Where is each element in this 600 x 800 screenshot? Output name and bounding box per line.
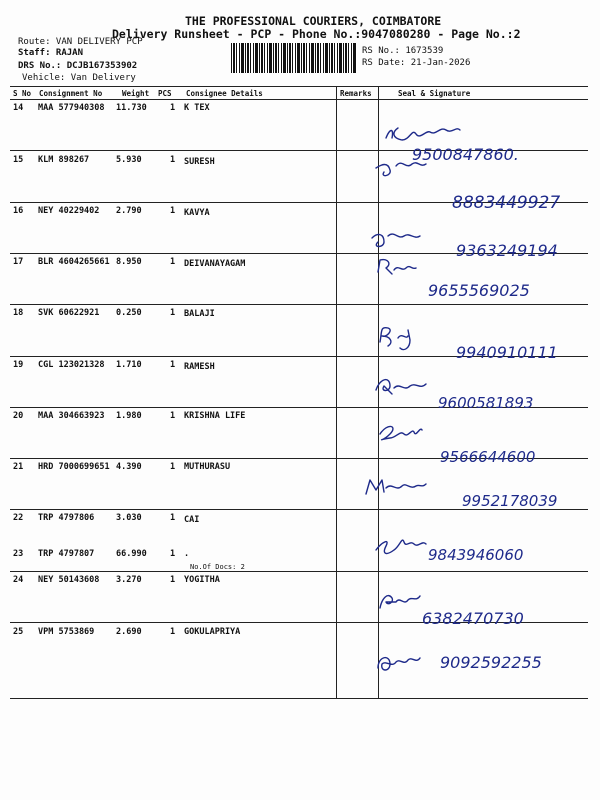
- col-consignment: Consignment No: [39, 89, 103, 98]
- phone-handwritten-25: 9092592255: [440, 653, 542, 672]
- row-weight: 5.930: [116, 155, 142, 165]
- row-weight: 3.270: [116, 575, 142, 585]
- phone-handwritten-22: 9843946060: [428, 546, 524, 564]
- row-consignee: RAMESH: [184, 362, 215, 372]
- row-pcs: 1: [170, 462, 176, 472]
- phone-handwritten-17: 9655569025: [428, 281, 530, 300]
- col-seal: Seal & Signature: [398, 89, 471, 98]
- phone-handwritten-24: 6382470730: [422, 609, 524, 628]
- row-pcs: 1: [170, 549, 176, 559]
- row-consignee: K TEX: [184, 103, 210, 113]
- col-pcs: PCS: [158, 89, 172, 98]
- phone-handwritten-16: 9363249194: [456, 241, 558, 260]
- row-pcs: 1: [170, 513, 176, 523]
- signature-stroke: [380, 596, 420, 608]
- row-weight: 1.980: [116, 411, 142, 421]
- row-consignee: YOGITHA: [184, 575, 220, 585]
- row-weight: 2.790: [116, 206, 142, 216]
- company-title: THE PROFESSIONAL COURIERS, COIMBATORE: [185, 14, 442, 28]
- staff-label: Staff: RAJAN: [18, 48, 84, 58]
- row-consignee: KRISHNA LIFE: [184, 411, 246, 421]
- row-pcs: 1: [170, 575, 176, 585]
- phone-handwritten-20: 9566644600: [440, 448, 536, 466]
- row-weight: 0.250: [116, 308, 142, 318]
- row-consignment: HRD 7000699651: [38, 462, 110, 472]
- row-sno: 16: [13, 206, 24, 216]
- signature-stroke: [366, 480, 426, 494]
- signature-stroke: [372, 234, 420, 246]
- col-sno: S No: [13, 89, 32, 98]
- row-weight: 66.990: [116, 549, 147, 559]
- runsheet-subtitle: Delivery Runsheet - PCP - Phone No.:9047080280 - Page No.:2: [112, 27, 521, 41]
- row-sno: 14: [13, 103, 24, 113]
- phone-handwritten-18: 9940910111: [456, 343, 558, 362]
- signature-stroke: [378, 658, 420, 670]
- phone-handwritten-15: 8883449927: [452, 193, 561, 213]
- row-pcs: 1: [170, 155, 176, 165]
- phone-handwritten-19: 9600581893: [438, 394, 534, 412]
- row-sno: 20: [13, 411, 24, 421]
- rs-number: RS No.: 1673539: [362, 46, 444, 56]
- row-pcs: 1: [170, 627, 176, 637]
- row-weight: 2.690: [116, 627, 142, 637]
- vehicle-label: Vehicle: Van Delivery: [22, 73, 136, 83]
- row-consignee: KAVYA: [184, 208, 210, 218]
- col-weight: Weight: [122, 89, 150, 98]
- row-consignment: TRP 4797806: [38, 513, 95, 523]
- row-sno: 23: [13, 549, 24, 559]
- col-remarks: Remarks: [340, 89, 372, 98]
- docs-count-note: No.Of Docs: 2: [190, 563, 245, 571]
- signature-stroke: [380, 426, 422, 439]
- row-sno: 25: [13, 627, 24, 637]
- row-consignment: SVK 60622921: [38, 308, 100, 318]
- row-pcs: 1: [170, 411, 176, 421]
- row-weight: 3.030: [116, 513, 142, 523]
- row-consignee: SURESH: [184, 157, 215, 167]
- signature-stroke: [376, 380, 426, 394]
- row-consignment: MAA 577940308: [38, 103, 105, 113]
- row-pcs: 1: [170, 103, 176, 113]
- row-sno: 17: [13, 257, 24, 267]
- row-sno: 22: [13, 513, 24, 523]
- row-consignment: TRP 4797807: [38, 549, 95, 559]
- row-consignee: DEIVANAYAGAM: [184, 259, 246, 269]
- signature-stroke: [376, 163, 426, 176]
- row-consignee: MUTHURASU: [184, 462, 231, 472]
- row-consignee: .: [184, 549, 190, 559]
- row-consignee: BALAJI: [184, 309, 215, 319]
- row-consignment: VPM 5753869: [38, 627, 95, 637]
- row-sno: 24: [13, 575, 24, 585]
- row-sno: 19: [13, 360, 24, 370]
- signature-stroke: [378, 260, 416, 274]
- row-weight: 4.390: [116, 462, 142, 472]
- row-consignment: MAA 304663923: [38, 411, 105, 421]
- row-consignment: KLM 898267: [38, 155, 90, 165]
- col-consignee: Consignee Details: [186, 89, 263, 98]
- signature-stroke: [376, 540, 426, 553]
- row-weight: 1.710: [116, 360, 142, 370]
- row-consignment: NEY 50143608: [38, 575, 100, 585]
- row-sno: 15: [13, 155, 24, 165]
- drs-label: DRS No.: DCJB167353902: [18, 61, 138, 71]
- row-pcs: 1: [170, 257, 176, 267]
- row-pcs: 1: [170, 360, 176, 370]
- phone-handwritten-14: 9500847860.: [412, 145, 519, 164]
- row-consignment: CGL 123021328: [38, 360, 105, 370]
- row-consignment: NEY 40229402: [38, 206, 100, 216]
- row-sno: 18: [13, 308, 24, 318]
- row-consignee: GOKULAPRIYA: [184, 627, 241, 637]
- row-pcs: 1: [170, 206, 176, 216]
- route-label: Route: VAN DELIVERY PCP: [18, 37, 143, 47]
- signature-stroke: [380, 328, 410, 350]
- row-consignee: CAI: [184, 515, 200, 525]
- row-weight: 11.730: [116, 103, 147, 113]
- rs-date: RS Date: 21-Jan-2026: [362, 58, 471, 68]
- row-weight: 8.950: [116, 257, 142, 267]
- phone-handwritten-21: 9952178039: [462, 492, 558, 510]
- row-pcs: 1: [170, 308, 176, 318]
- row-sno: 21: [13, 462, 24, 472]
- row-consignment: BLR 4604265661: [38, 257, 110, 267]
- signature-stroke: [386, 128, 460, 140]
